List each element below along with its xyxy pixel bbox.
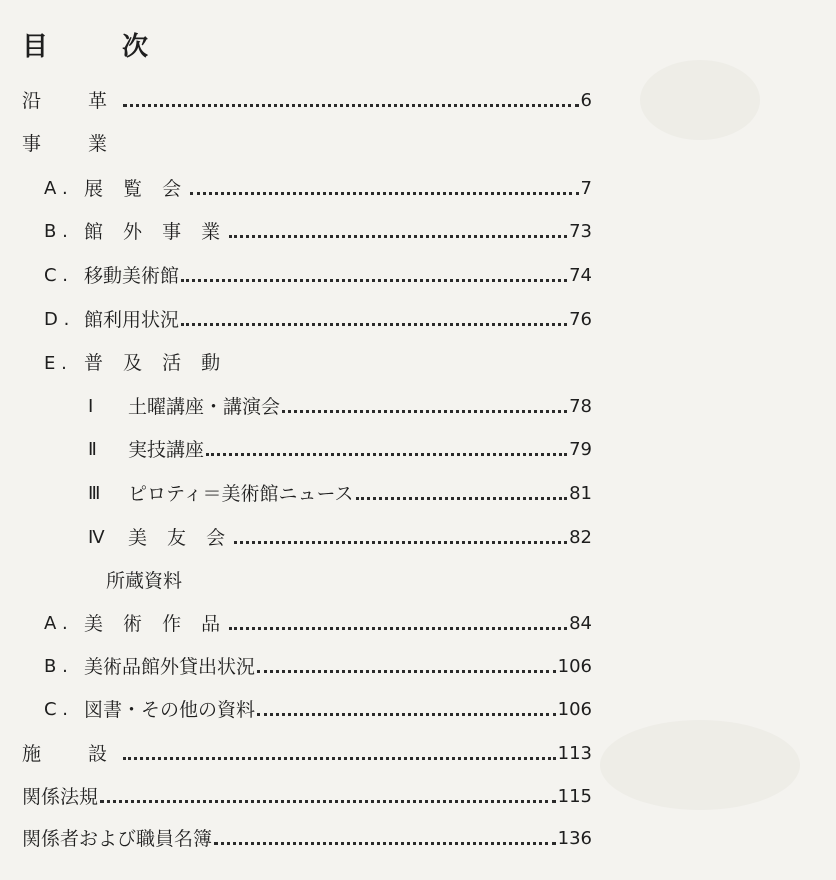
dot-leader	[123, 757, 556, 760]
toc-section-shozo: 所蔵資料	[106, 570, 183, 592]
dot-leader	[229, 627, 567, 630]
toc-entry-marker: Ⅳ	[88, 527, 105, 548]
toc-entry-title: 美 術 作 品	[84, 613, 228, 635]
toc-entry-shozo-b	[44, 654, 592, 680]
toc-entry-title: 関係法規	[22, 786, 99, 808]
toc-entry-title: 美 友 会	[128, 527, 233, 549]
toc-entry-a-tenrankai	[44, 176, 592, 202]
toc-entry-page: 84	[569, 613, 592, 634]
toc-entry-title: ピロティ＝美術館ニュース	[128, 483, 354, 505]
toc-entry-page: 106	[557, 656, 592, 677]
heading-part-1: 目	[22, 32, 50, 62]
dot-leader	[181, 279, 567, 282]
toc-entry-hoki	[22, 784, 592, 810]
toc-entry-marker: B .	[44, 656, 68, 677]
dot-leader	[257, 713, 556, 716]
dot-leader	[206, 453, 567, 456]
toc-entry-title: 沿 革	[22, 90, 122, 112]
dot-leader	[214, 842, 556, 845]
toc-entry-meibo	[22, 826, 592, 852]
toc-entry-page: 115	[557, 786, 592, 807]
toc-entry-marker: A .	[44, 178, 68, 199]
dot-leader	[181, 323, 567, 326]
toc-entry-marker: E .	[44, 353, 67, 374]
dot-leader	[190, 192, 578, 195]
toc-entry-title: 土曜講座・講演会	[128, 396, 281, 418]
toc-entry-e1	[88, 394, 592, 420]
toc-entry-enkaku	[22, 88, 592, 114]
toc-entry-page: 78	[569, 396, 592, 417]
toc-entry-page: 74	[569, 265, 592, 286]
toc-entry-shozo-c	[44, 697, 592, 723]
toc-entry-marker: A .	[44, 613, 68, 634]
toc-entry-marker: Ⅰ	[88, 396, 94, 417]
toc-entry-title: 図書・その他の資料	[84, 699, 256, 721]
toc-entry-marker: Ⅲ	[88, 483, 101, 504]
toc-entry-e3	[88, 481, 592, 507]
dot-leader	[229, 235, 567, 238]
toc-section-e-fukyu	[44, 350, 227, 377]
toc-entry-title: 関係者および職員名簿	[22, 828, 213, 850]
toc-section-jigyo: 事 業	[22, 133, 122, 155]
toc-entry-page: 136	[557, 828, 592, 849]
toc-entry-d-riyo	[44, 307, 592, 333]
toc-entry-b-kangai	[44, 219, 592, 245]
toc-entry-title: 館 外 事 業	[84, 221, 228, 243]
toc-entry-shozo-a	[44, 611, 592, 637]
toc-entry-e4	[88, 525, 592, 551]
toc-entry-page: 81	[569, 483, 592, 504]
dot-leader	[356, 497, 568, 500]
toc-entry-title: 普 及 活 動	[84, 352, 228, 374]
heading-part-2: 次	[122, 32, 150, 62]
toc-entry-title: 移動美術館	[84, 265, 180, 287]
dot-leader	[123, 104, 579, 107]
toc-entry-marker: C .	[44, 699, 69, 720]
dot-leader	[257, 670, 556, 673]
dot-leader	[100, 800, 556, 803]
toc-entry-c-ido	[44, 263, 592, 289]
toc-entry-title: 施 設	[22, 743, 122, 765]
toc-entry-marker: B .	[44, 221, 68, 242]
toc-entry-page: 6	[580, 90, 592, 111]
toc-entry-page: 113	[557, 743, 592, 764]
toc-entry-title: 館利用状況	[84, 309, 180, 331]
toc-entry-e2	[88, 437, 592, 463]
toc-entry-marker: C .	[44, 265, 69, 286]
dot-leader	[282, 410, 567, 413]
toc-entry-page: 82	[569, 527, 592, 548]
dot-leader	[234, 541, 567, 544]
toc-entry-shisetsu	[22, 741, 592, 767]
toc-entry-page: 76	[569, 309, 592, 330]
toc-entry-marker: Ⅱ	[88, 439, 97, 460]
toc-entry-marker: D .	[44, 309, 70, 330]
toc-entry-page: 106	[557, 699, 592, 720]
toc-entry-page: 7	[580, 178, 592, 199]
toc-entry-page: 79	[569, 439, 592, 460]
toc-entry-title: 実技講座	[128, 439, 205, 461]
toc-entry-page: 73	[569, 221, 592, 242]
toc-entry-title: 美術品館外貸出状況	[84, 656, 256, 678]
toc-entry-title: 展 覧 会	[84, 178, 189, 200]
